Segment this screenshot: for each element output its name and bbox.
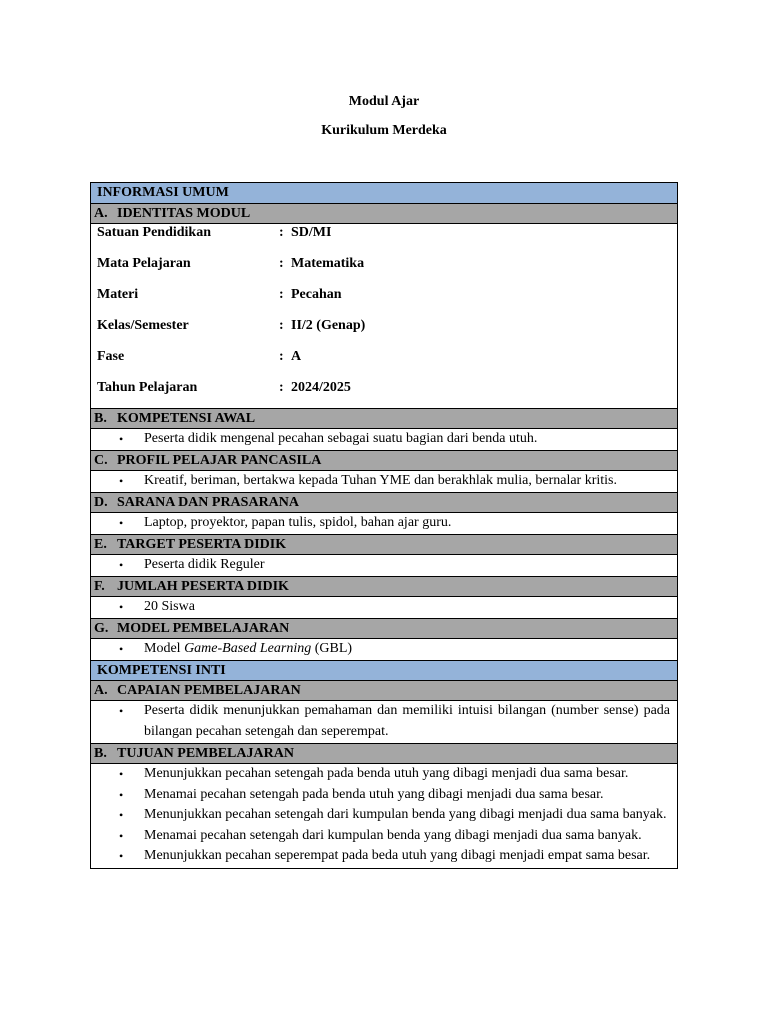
section-informasi-umum: INFORMASI UMUM — [91, 183, 677, 203]
bullet-icon: • — [119, 474, 124, 488]
identitas-fields — [91, 223, 677, 408]
section-identitas-modul — [91, 203, 677, 223]
identity-label: Kelas/Semester — [97, 318, 189, 333]
list-item-text: Menamai pecahan setengah pada benda utuh yang dibagi menjadi dua sama besar. — [144, 786, 604, 802]
identity-value: SD/MI — [291, 225, 332, 240]
section-header — [91, 408, 677, 428]
model-prefix: Model — [144, 641, 185, 656]
list-item — [91, 701, 670, 742]
list-item — [91, 764, 670, 785]
section-model-pembelajaran — [91, 618, 677, 638]
bullet-icon: • — [119, 704, 124, 718]
section-header — [91, 576, 677, 596]
section-letter: B. — [94, 411, 107, 426]
identity-row — [97, 286, 671, 317]
module-table — [90, 182, 678, 869]
identity-colon: : — [279, 287, 284, 302]
section-letter: A. — [94, 683, 108, 698]
section-letter: A. — [94, 206, 108, 221]
section-letter: B. — [94, 746, 107, 761]
identity-colon: : — [279, 349, 284, 364]
list-item-text: Peserta didik mengenal pecahan sebagai suatu bagian dari benda utuh. — [144, 431, 538, 446]
section-heading: CAPAIAN PEMBELAJARAN — [117, 683, 301, 698]
identity-row — [97, 224, 671, 255]
bullet-list — [91, 428, 677, 450]
document-subtitle: Kurikulum Merdeka — [321, 123, 447, 138]
model-suffix: (GBL) — [311, 641, 353, 656]
model-name: Game-Based Learning — [184, 641, 312, 656]
list-item — [91, 639, 670, 659]
bullet-icon: • — [119, 808, 124, 822]
bullet-icon: • — [119, 767, 124, 781]
bullet-list — [91, 596, 677, 618]
identity-value: 2024/2025 — [291, 380, 351, 395]
section-heading: TARGET PESERTA DIDIK — [117, 537, 287, 552]
list-item — [91, 555, 670, 575]
list-item-text: Peserta didik Reguler — [144, 557, 265, 572]
list-item-text: Menunjukkan pecahan seperempat pada beda utuh yang dibagi menjadi empat sama besar. — [144, 848, 651, 863]
bullet-list — [91, 512, 677, 534]
identity-row — [97, 348, 671, 379]
list-item — [91, 429, 670, 449]
document-title: Modul Ajar — [348, 94, 420, 109]
list-item — [91, 513, 670, 533]
section-heading: IDENTITAS MODUL — [117, 206, 251, 221]
list-item — [91, 597, 670, 617]
bullet-icon: • — [119, 558, 124, 572]
bullet-list — [91, 554, 677, 576]
identity-colon: : — [279, 380, 284, 395]
bullet-icon: • — [119, 516, 124, 530]
section-heading: TUJUAN PEMBELAJARAN — [117, 746, 294, 761]
identity-value: II/2 (Genap) — [291, 318, 366, 333]
bullet-icon: • — [119, 600, 124, 614]
section-header — [91, 743, 677, 763]
identity-colon: : — [279, 318, 284, 333]
identity-label: Mata Pelajaran — [97, 256, 191, 271]
list-item-text: Menunjukkan pecahan setengah dari kumpulan benda yang dibagi menjadi dua sama banyak. — [144, 807, 667, 822]
bullet-icon: • — [119, 849, 124, 863]
section-header — [91, 492, 677, 512]
list-item-text: Laptop, proyektor, papan tulis, spidol, bahan ajar guru. — [144, 515, 452, 530]
identity-label: Satuan Pendidikan — [97, 225, 211, 240]
section-letter: E. — [94, 537, 107, 552]
identity-label: Fase — [97, 349, 125, 364]
section-letter: D. — [94, 495, 108, 510]
bullet-list — [91, 638, 677, 660]
section-heading: SARANA DAN PRASARANA — [117, 495, 300, 510]
bullet-list — [91, 470, 677, 492]
list-item-text: 20 Siswa — [144, 599, 195, 614]
list-item-text: Menunjukkan pecahan setengah pada benda utuh yang dibagi menjadi dua sama besar. — [144, 766, 629, 781]
bullet-list — [91, 763, 677, 868]
section-letter: F. — [94, 579, 105, 594]
bullet-list — [91, 700, 677, 743]
list-item — [91, 805, 670, 826]
list-item — [91, 846, 670, 867]
list-item — [91, 785, 670, 806]
section-header — [91, 680, 677, 700]
section-heading: JUMLAH PESERTA DIDIK — [117, 579, 289, 594]
bullet-icon: • — [119, 432, 124, 446]
section-header — [91, 450, 677, 470]
section-kompetensi-inti: KOMPETENSI INTI — [91, 660, 677, 680]
section-heading: MODEL PEMBELAJARAN — [117, 621, 290, 636]
section-header — [91, 534, 677, 554]
bullet-icon: • — [119, 642, 124, 656]
list-item — [91, 826, 670, 847]
bullet-icon: • — [119, 787, 124, 802]
list-item-text: Menamai pecahan setengah dari kumpulan benda yang dibagi menjadi dua sama banyak. — [144, 827, 642, 843]
identity-value: Pecahan — [291, 287, 342, 302]
section-letter: G. — [94, 621, 109, 636]
identity-colon: : — [279, 256, 284, 271]
identity-label: Materi — [97, 287, 139, 302]
list-item-text: Peserta didik menunjukkan pemahaman dan memiliki intuisi bilangan (number sense) pada bilangan pecahan setengah dan seperempat. — [144, 703, 670, 739]
identity-value: Matematika — [291, 256, 365, 271]
section-letter: C. — [94, 453, 108, 468]
identity-value: A — [291, 349, 302, 364]
list-item — [91, 471, 670, 491]
identity-row — [97, 379, 671, 410]
list-item-text: Kreatif, beriman, bertakwa kepada Tuhan YME dan berakhlak mulia, bernalar kritis. — [144, 473, 617, 488]
section-heading: KOMPETENSI AWAL — [117, 411, 256, 426]
identity-label: Tahun Pelajaran — [97, 380, 198, 395]
bullet-icon: • — [119, 828, 124, 843]
identity-row — [97, 255, 671, 286]
identity-colon: : — [279, 225, 284, 240]
section-heading: PROFIL PELAJAR PANCASILA — [117, 453, 322, 468]
identity-row — [97, 317, 671, 348]
